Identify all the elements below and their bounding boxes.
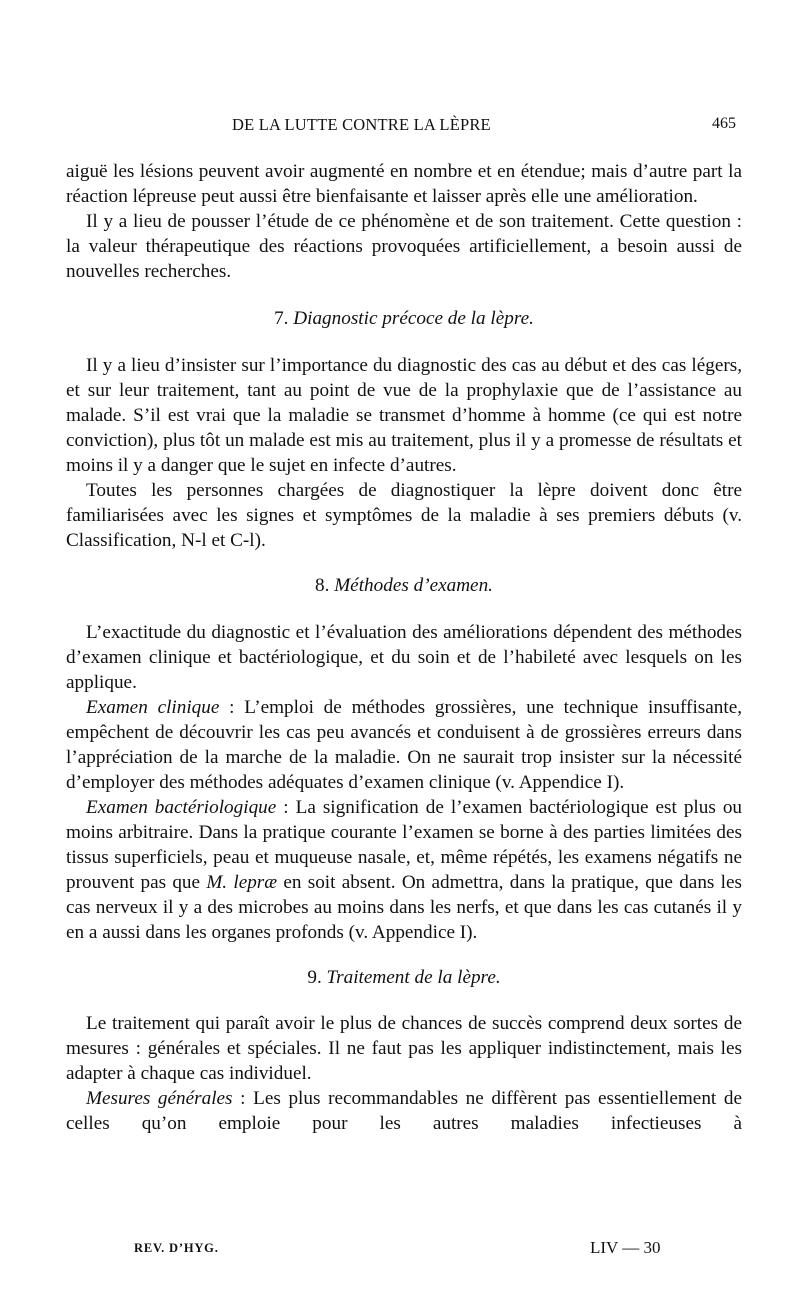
running-title: DE LA LUTTE CONTRE LA LÈPRE: [232, 115, 491, 134]
paragraph-study-reaction: Il y a lieu de pousser l’étude de ce phénomène et de son traitement. Cette question : la valeur thérapeutique des réactions provoquées artificiellement, a besoin aussi de nouvelles recherches.: [66, 211, 742, 282]
section-heading-7: [66, 306, 742, 331]
volume-signature: LIV — 30: [590, 1238, 661, 1257]
paragraph-treatment: Le traitement qui paraît avoir le plus de chances de succès comprend deux sortes de mesures : générales et spéciales. Il ne faut pas les appliquer indistinctement, mais les adapter à chaque cas individuel.: [66, 1013, 742, 1084]
bacteriological-exam-text-b: en soit absent. On admettra, dans la pratique, que dans les cas nerveux il y a des microbes au moins dans les nerfs, et que dans les cas cutanés il y en a aussi dans les organes profonds (v. Appendice I).: [66, 872, 742, 943]
clinical-exam-text: : L’emploi de méthodes grossières, une technique insuffisante, empêchent de découvrir les cas peu avancés et conduisent à de grossières erreurs dans l’appréciation de la marche de la maladie. On ne saurait trop insister sur la nécessité d’employer des méthodes adéquates d’examen clinique (v. Appendice I).: [66, 697, 743, 793]
section-number: 9.: [307, 967, 322, 988]
paragraph-clinical-exam: [66, 695, 742, 795]
section-number: 7.: [274, 308, 289, 329]
section-title: Méthodes d’examen.: [334, 575, 493, 596]
paragraph-early-diagnosis: Il y a lieu d’insister sur l’importance du diagnostic des cas au début et des cas légers, et sur leur traitement, tant au point de vue de la prophylaxie que de l’assistance au malade. S’il est vrai que la maladie se transmet d’homme à homme (ce qui est notre conviction), plus tôt un malade est mis au traitement, plus il y a promesse de résultats et moins il y a danger que le sujet en infecte d’autres.: [66, 355, 742, 476]
species-name: M. lepræ: [206, 872, 278, 893]
paragraph-diagnosticians: Toutes les personnes chargées de diagnostiquer la lèpre doivent donc être familiarisées avec les signes et symptômes de la maladie à ses premiers débuts (v. Classification, N-l et C-l).: [66, 480, 742, 551]
section-heading-8: [66, 573, 742, 598]
general-measures-label: Mesures générales: [86, 1088, 233, 1109]
clinical-exam-label: Examen clinique: [86, 697, 220, 718]
bacteriological-exam-label: Examen bactériologique: [86, 797, 277, 818]
page-number: 465: [712, 115, 736, 132]
journal-abbreviation: REV. D’HYG.: [134, 1241, 219, 1255]
page-footer: [0, 1238, 800, 1265]
section-heading-9: [66, 965, 742, 990]
paragraph-reaction-end: aiguë les lésions peuvent avoir augmenté en nombre et en étendue; mais d’autre part la réaction lépreuse peut aussi être bienfaisante et laisser après elle une amélioration.: [66, 161, 742, 207]
section-title: Diagnostic précoce de la lèpre.: [293, 308, 534, 329]
section-number: 8.: [315, 575, 330, 596]
page-body: [66, 159, 742, 1136]
paragraph-general-measures: [66, 1086, 742, 1136]
paragraph-bacteriological-exam: [66, 795, 742, 945]
section-title: Traitement de la lèpre.: [326, 967, 501, 988]
general-measures-text: : Les plus recommandables ne diffèrent pas essentiellement de celles qu’on emploie pour les autres maladies infectieuses à: [66, 1088, 742, 1134]
page-header: [0, 115, 800, 139]
bacteriological-exam-text-a: : La signification de l’examen bactériologique est plus ou moins arbitraire. Dans la pratique courante l’examen se borne à des parties limitées des tissus superficiels, peau et muqueuse nasale, et, même répétés, les examens négatifs ne prouvent pas que: [66, 797, 743, 893]
paragraph-exam-methods: L’exactitude du diagnostic et l’évaluation des améliorations dépendent des méthodes d’examen clinique et bactériologique, et du soin et de l’habileté avec lesquels on les applique.: [66, 622, 742, 693]
